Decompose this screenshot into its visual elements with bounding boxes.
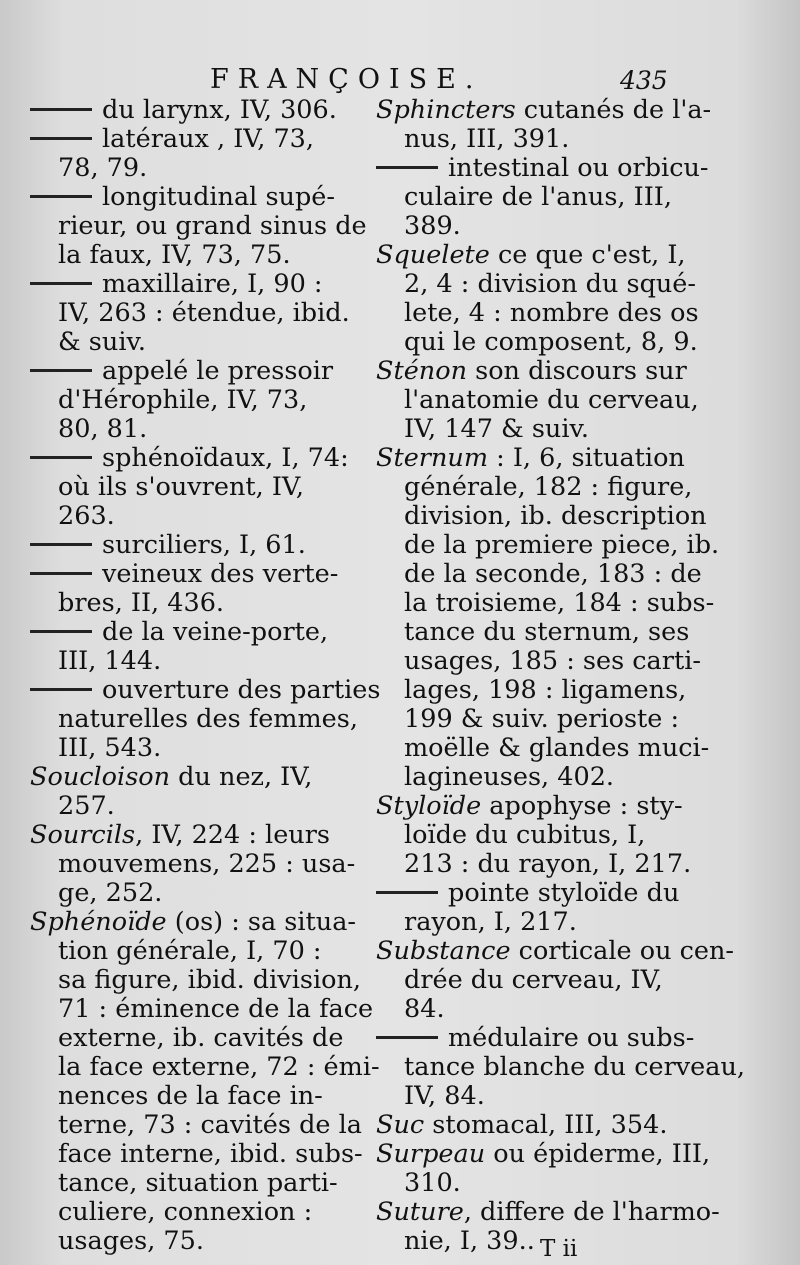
index-line: [30, 473, 350, 502]
index-text: IV, 84.: [404, 1081, 485, 1111]
index-text: 80, 81.: [58, 414, 148, 444]
index-line: [30, 1169, 350, 1198]
index-headword: Substance: [376, 936, 511, 966]
index-text: corticale ou cen-: [510, 936, 735, 966]
index-line: [376, 1169, 696, 1198]
index-line: [376, 1197, 720, 1227]
index-text: ge, 252.: [58, 878, 163, 908]
index-text: , IV, 224 : leurs: [135, 820, 330, 850]
repeat-dash: [30, 369, 92, 372]
index-line: [30, 994, 374, 1024]
index-text: la faux, IV, 73, 75.: [58, 240, 291, 270]
index-line: [30, 270, 350, 299]
index-text: 2, 4 : division du squé-: [404, 269, 697, 299]
index-line: [30, 96, 350, 125]
index-text: lete, 4 : nombre des os: [404, 298, 699, 328]
index-headword: Sténon: [376, 356, 468, 386]
index-text: où ils s'ouvrent, IV,: [58, 472, 304, 502]
index-line: [30, 444, 350, 473]
index-text: générale, 182 : figure,: [404, 472, 693, 502]
index-line: [30, 1198, 350, 1227]
index-line: [376, 1082, 696, 1111]
index-text: rayon, I, 217.: [404, 907, 577, 937]
index-text: 263.: [58, 501, 115, 531]
index-headword: Soucloison: [30, 762, 171, 792]
repeat-dash: [376, 891, 438, 894]
index-text: loïde du cubitus, I,: [404, 820, 646, 850]
index-line: [30, 415, 350, 444]
index-line: [376, 733, 710, 763]
index-text: : I, 6, situation: [488, 443, 685, 473]
index-line: [376, 270, 696, 299]
index-line: [376, 588, 715, 618]
index-text: lages, 198 : ligamens,: [404, 675, 687, 705]
index-text: culaire de l'anus, III,: [404, 182, 672, 212]
index-text: intestinal ou orbicu-: [448, 153, 709, 183]
index-text: nences de la face in-: [58, 1081, 323, 1111]
index-line: [30, 299, 350, 328]
index-line: [30, 907, 357, 937]
index-line: [376, 125, 696, 154]
index-line: [30, 792, 350, 821]
index-text: IV, 147 & suiv.: [404, 414, 589, 444]
index-headword: Sternum: [376, 443, 489, 473]
index-text: du larynx, IV, 306.: [102, 95, 337, 125]
index-headword: Suc: [376, 1110, 425, 1140]
index-line: [30, 589, 350, 618]
index-line: [376, 646, 701, 676]
index-line: [30, 618, 350, 647]
index-text: qui le composent, 8, 9.: [404, 327, 698, 357]
index-text: usages, 185 : ses carti-: [404, 646, 701, 676]
index-text: tance blanche du cerveau,: [404, 1052, 746, 1082]
index-text: & suiv.: [58, 327, 146, 357]
index-line: [376, 850, 696, 879]
repeat-dash: [376, 1036, 438, 1039]
index-line: [30, 734, 350, 763]
index-headword: Sphincters: [376, 95, 516, 125]
index-line: [376, 473, 696, 502]
index-headword: Squelete: [376, 240, 490, 270]
index-headword: Sphénoïde: [30, 907, 167, 937]
index-text: drée du cerveau, IV,: [404, 965, 663, 995]
index-line: [376, 1139, 711, 1169]
index-line: [376, 501, 707, 531]
index-line: [30, 386, 350, 415]
index-line: [376, 357, 696, 386]
repeat-dash: [30, 688, 92, 691]
index-text: nie, I, 39..: [404, 1226, 535, 1256]
left-index-column: [30, 95, 381, 1256]
index-text: de la veine-porte,: [102, 617, 329, 647]
index-line: [30, 1110, 362, 1140]
index-text: moëlle & glandes muci-: [404, 733, 710, 763]
index-line: [30, 502, 350, 531]
index-text: la face externe, 72 : émi-: [58, 1052, 380, 1082]
index-line: [30, 704, 358, 734]
index-text: 78, 79.: [58, 153, 148, 183]
index-text: III, 543.: [58, 733, 162, 763]
index-line: [376, 1052, 746, 1082]
index-text: 257.: [58, 791, 115, 821]
index-line: [30, 211, 367, 241]
index-text: appelé le pressoir: [102, 356, 334, 386]
index-text: de la seconde, 183 : de: [404, 559, 702, 589]
index-line: [376, 328, 696, 357]
index-text: IV, 263 : étendue, ibid.: [58, 298, 350, 328]
index-line: [376, 879, 696, 908]
index-line: [30, 1024, 350, 1053]
index-text: d'Hérophile, IV, 73,: [58, 385, 308, 415]
index-text: sa figure, ibid. division,: [58, 965, 361, 995]
index-text: son discours sur: [467, 356, 687, 386]
repeat-dash: [30, 108, 92, 111]
index-line: [30, 1052, 380, 1082]
index-text: mouvemens, 225 : usa-: [58, 849, 356, 879]
index-text: 310.: [404, 1168, 461, 1198]
page-number: 435: [620, 66, 668, 95]
index-text: longitudinal supé-: [102, 182, 335, 212]
index-line: [30, 183, 350, 212]
repeat-dash: [376, 166, 438, 169]
index-text: apophyse : sty-: [481, 791, 683, 821]
index-line: [376, 1227, 696, 1256]
index-line: [30, 763, 350, 792]
index-text: médulaire ou subs-: [448, 1023, 695, 1053]
index-text: , differe de l'harmo-: [463, 1197, 720, 1227]
index-line: [376, 212, 696, 241]
index-text: 84.: [404, 994, 445, 1024]
index-headword: Sourcils: [30, 820, 136, 850]
index-line: [376, 995, 696, 1024]
index-line: [376, 95, 712, 125]
index-text: pointe styloïde du: [448, 878, 680, 908]
index-text: terne, 73 : cavités de la: [58, 1110, 362, 1140]
index-headword: Surpeau: [376, 1139, 486, 1169]
index-line: [376, 821, 696, 850]
index-text: division, ib. description: [404, 501, 707, 531]
index-text: veineux des verte-: [102, 559, 339, 589]
index-line: [376, 1111, 696, 1140]
index-line: [30, 357, 350, 386]
index-line: [30, 965, 361, 995]
index-line: [30, 560, 350, 589]
index-text: ou épiderme, III,: [485, 1139, 711, 1169]
index-line: [376, 676, 696, 705]
index-text: 213 : du rayon, I, 217.: [404, 849, 692, 879]
index-line: [376, 966, 696, 995]
index-line: [30, 821, 350, 850]
index-text: de la premiere piece, ib.: [404, 530, 720, 560]
index-text: l'anatomie du cerveau,: [404, 385, 699, 415]
index-text: 199 & suiv. perioste :: [404, 704, 680, 734]
index-line: [376, 530, 720, 560]
page-header: [0, 58, 800, 98]
index-text: lagineuses, 402.: [404, 762, 615, 792]
index-line: [376, 241, 696, 270]
index-line: [30, 937, 350, 966]
index-line: [376, 936, 735, 966]
index-line: [376, 153, 709, 183]
index-line: [376, 183, 696, 212]
index-text: surciliers, I, 61.: [102, 530, 306, 560]
index-text: naturelles des femmes,: [58, 704, 358, 734]
index-text: ce que c'est, I,: [489, 240, 686, 270]
index-text: usages, 75.: [58, 1226, 204, 1256]
index-line: [30, 675, 381, 705]
index-line: [376, 1024, 696, 1053]
repeat-dash: [30, 137, 92, 140]
index-line: [376, 705, 696, 734]
index-line: [30, 647, 350, 676]
signature-mark: T ii: [540, 1236, 578, 1262]
index-line: [30, 849, 356, 879]
index-text: 71 : éminence de la face: [58, 994, 374, 1024]
index-line: [376, 792, 696, 821]
repeat-dash: [30, 195, 92, 198]
index-line: [376, 763, 696, 792]
index-line: [30, 328, 350, 357]
index-text: face interne, ibid. subs-: [58, 1139, 363, 1169]
index-text: culiere, connexion :: [58, 1197, 313, 1227]
index-line: [376, 444, 696, 473]
index-text: 389.: [404, 211, 461, 241]
index-line: [376, 618, 696, 647]
index-text: (os) : sa situa-: [166, 907, 357, 937]
running-title: FRANÇOISE.: [210, 64, 483, 95]
index-text: la troisieme, 184 : subs-: [404, 588, 715, 618]
index-text: cutanés de l'a-: [515, 95, 712, 125]
index-text: stomacal, III, 354.: [424, 1110, 668, 1140]
index-line: [30, 125, 350, 154]
index-line: [30, 241, 350, 270]
index-line: [376, 559, 702, 589]
index-line: [30, 531, 350, 560]
index-text: tion générale, I, 70 :: [58, 936, 322, 966]
right-index-column: [376, 95, 746, 1256]
index-line: [376, 385, 699, 415]
repeat-dash: [30, 282, 92, 285]
index-text: maxillaire, I, 90 :: [102, 269, 323, 299]
index-line: [30, 1227, 350, 1256]
index-text: III, 144.: [58, 646, 162, 676]
index-line: [30, 154, 350, 183]
index-text: bres, II, 436.: [58, 588, 225, 618]
index-text: rieur, ou grand sinus de: [58, 211, 367, 241]
index-text: nus, III, 391.: [404, 124, 570, 154]
index-line: [30, 1082, 350, 1111]
index-line: [30, 879, 350, 908]
repeat-dash: [30, 456, 92, 459]
index-text: du nez, IV,: [170, 762, 313, 792]
repeat-dash: [30, 630, 92, 633]
index-text: latéraux , IV, 73,: [102, 124, 315, 154]
index-headword: Suture: [376, 1197, 464, 1227]
index-text: tance du sternum, ses: [404, 617, 690, 647]
repeat-dash: [30, 572, 92, 575]
index-text: externe, ib. cavités de: [58, 1023, 344, 1053]
index-text: sphénoïdaux, I, 74:: [102, 443, 349, 473]
index-text: tance, situation parti-: [58, 1168, 338, 1198]
index-line: [30, 1139, 363, 1169]
index-line: [376, 298, 699, 328]
repeat-dash: [30, 543, 92, 546]
index-line: [376, 908, 696, 937]
index-line: [376, 415, 696, 444]
index-headword: Styloïde: [376, 791, 482, 821]
index-text: ouverture des parties: [102, 675, 381, 705]
